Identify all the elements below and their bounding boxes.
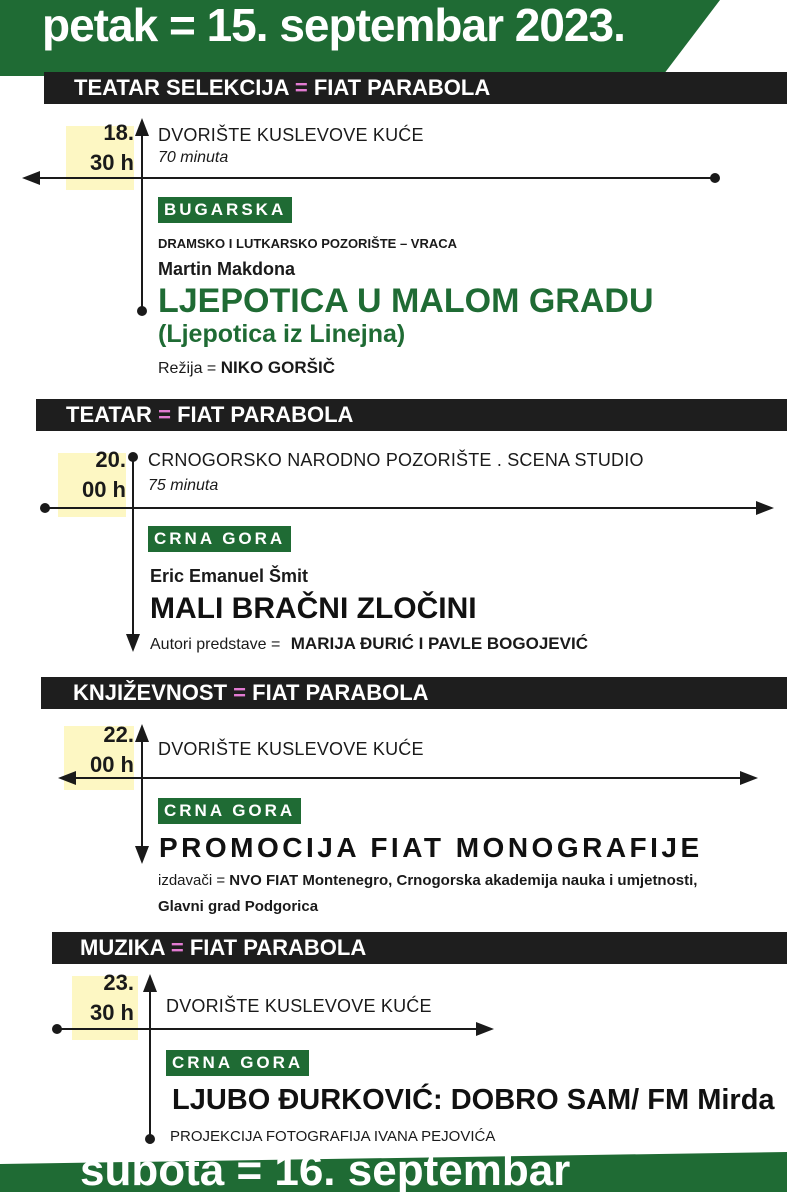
arrow-down-icon	[126, 634, 140, 652]
time-minute: 00 h	[81, 477, 126, 502]
venue: DVORIŠTE KUSLEVOVE KUĆE	[158, 739, 424, 759]
show-title: PROMOCIJA FIAT MONOGRAFIJE	[159, 832, 703, 863]
show-title: LJUBO ĐURKOVIĆ: DOBRO SAM/ FM Mirda	[172, 1084, 775, 1116]
time-minute: 30 h	[89, 1000, 134, 1025]
arrow-right-icon	[756, 501, 774, 515]
duration: 70 minuta	[158, 149, 229, 166]
page-title: petak = 15. septembar 2023.	[42, 0, 625, 51]
show-title: LJEPOTICA U MALOM GRADU	[158, 282, 654, 320]
duration: 75 minuta	[148, 477, 219, 494]
credit-label: Režija =	[158, 360, 217, 377]
credit-value: MARIJA ĐURIĆ I PAVLE BOGOJEVIĆ	[290, 634, 588, 653]
arrow-up-icon	[143, 974, 157, 992]
section-category: MUZIKA	[80, 935, 165, 960]
timeline-dot	[128, 452, 138, 462]
time-minute: 00 h	[89, 752, 134, 777]
section-brand: FIAT PARABOLA	[313, 75, 491, 100]
credit-label: Autori predstave =	[150, 636, 281, 653]
section-eq: =	[158, 402, 171, 427]
note: PROJEKCIJA FOTOGRAFIJA IVANA PEJOVIĆA	[170, 1128, 496, 1145]
section-category: TEATAR	[66, 402, 152, 427]
timeline-dot	[145, 1134, 155, 1144]
section-eq: =	[233, 680, 247, 705]
country-badge: BUGARSKA	[158, 197, 292, 223]
time-hour: 22.	[103, 722, 134, 747]
author: Eric Emanuel Šmit	[150, 566, 309, 586]
show-title: MALI BRAČNI ZLOČINI	[150, 592, 477, 625]
time-hour: 18.	[103, 120, 134, 145]
credit-value: NVO FIAT Montenegro, Crnogorska akademija nauka i umjetnosti,	[229, 872, 698, 889]
timeline-horizontal	[44, 507, 759, 509]
venue: DVORIŠTE KUSLEVOVE KUĆE	[158, 125, 424, 145]
time-hour: 23.	[103, 970, 134, 995]
arrow-right-icon	[476, 1022, 494, 1036]
timeline-dot	[52, 1024, 62, 1034]
arrow-right-icon	[740, 771, 758, 785]
credit	[158, 872, 697, 889]
section-header-knjizevnost	[41, 677, 787, 709]
show-subtitle: (Ljepotica iz Linejna)	[158, 320, 406, 348]
section-category: KNJIŽEVNOST	[73, 680, 228, 705]
section-header-teatar-selekcija	[44, 72, 787, 104]
section-brand: FIAT PARABOLA	[177, 402, 354, 427]
section-brand: FIAT PARABOLA	[189, 935, 367, 960]
section-header-muzika	[52, 932, 787, 964]
timeline-dot	[40, 503, 50, 513]
section-category: TEATAR SELEKCIJA	[74, 75, 289, 100]
arrow-left-icon	[58, 771, 76, 785]
section-eq: =	[170, 935, 184, 960]
timeline-vertical	[132, 458, 134, 636]
author: Martin Makdona	[158, 259, 296, 279]
country-badge: CRNA GORA	[148, 526, 291, 552]
timeline-dot	[710, 173, 720, 183]
venue: CRNOGORSKO NARODNO POZORIŠTE . SCENA STUDIO	[148, 450, 644, 470]
timeline-horizontal	[56, 1028, 476, 1030]
arrow-down-icon	[135, 846, 149, 864]
timeline-horizontal	[40, 177, 716, 179]
arrow-up-icon	[135, 118, 149, 136]
section-header-teatar	[36, 399, 787, 431]
credit-value: NIKO GORŠIČ	[220, 358, 335, 377]
timeline-vertical	[141, 126, 143, 312]
arrow-up-icon	[135, 724, 149, 742]
country-badge: CRNA GORA	[166, 1050, 309, 1076]
credit	[150, 634, 588, 654]
next-day-title: subota = 16. septembar	[80, 1146, 571, 1195]
arrow-left-icon	[22, 171, 40, 185]
credit-label: izdavači =	[158, 872, 226, 889]
section-eq: =	[294, 75, 308, 100]
timeline-dot	[137, 306, 147, 316]
company: DRAMSKO I LUTKARSKO POZORIŠTE – VRACA	[158, 236, 458, 251]
credit-value-line2: Glavni grad Podgorica	[158, 898, 319, 915]
time-minute: 30 h	[89, 150, 134, 175]
time-hour: 20.	[95, 447, 126, 472]
timeline-vertical	[149, 984, 151, 1138]
timeline-horizontal	[72, 777, 742, 779]
venue: DVORIŠTE KUSLEVOVE KUĆE	[166, 996, 432, 1016]
timeline-vertical	[141, 734, 143, 858]
section-brand: FIAT PARABOLA	[252, 680, 429, 705]
credit	[158, 358, 335, 378]
country-badge: CRNA GORA	[158, 798, 301, 824]
